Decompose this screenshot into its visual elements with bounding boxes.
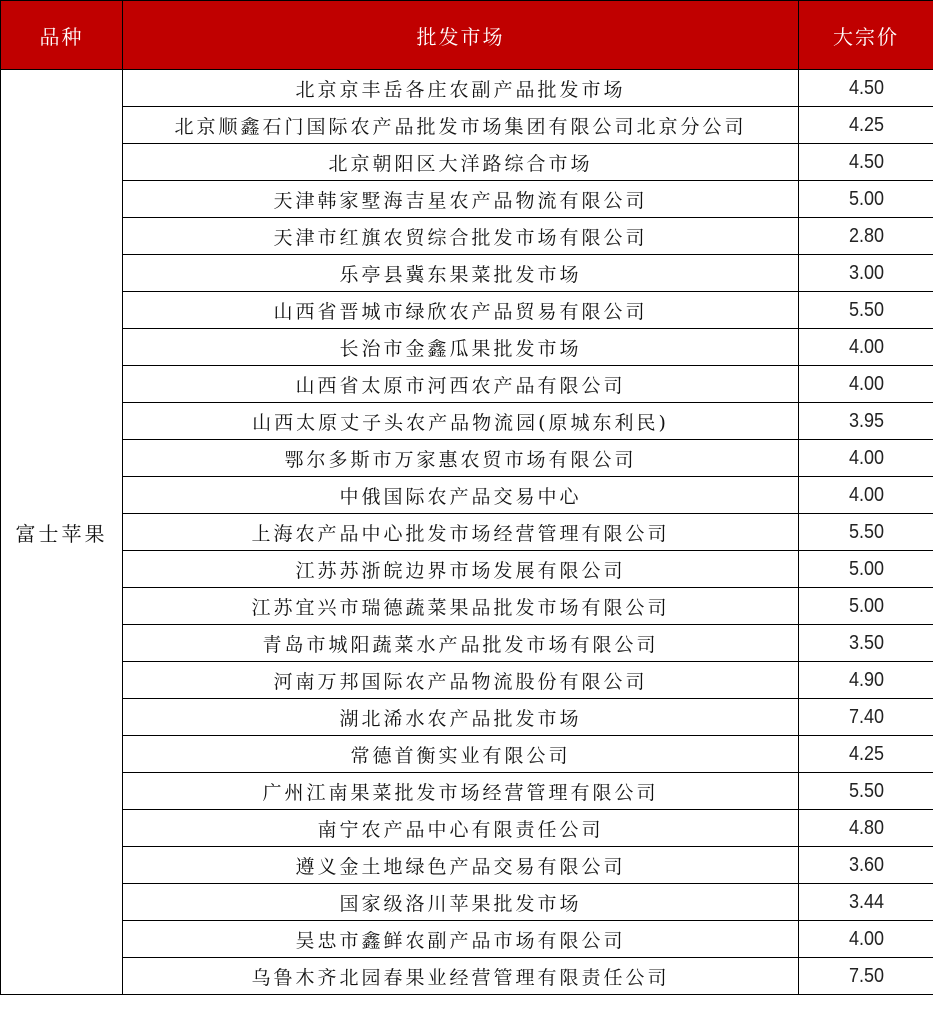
price-cell: 3.60 bbox=[805, 847, 927, 884]
header-price: 大宗价 bbox=[799, 1, 933, 70]
market-cell: 山西省太原市河西农产品有限公司 bbox=[123, 366, 799, 403]
price-cell: 3.44 bbox=[805, 884, 927, 921]
price-cell: 7.50 bbox=[805, 958, 927, 995]
table-row bbox=[1, 218, 933, 255]
market-cell: 乐亭县冀东果菜批发市场 bbox=[123, 255, 799, 292]
variety-cell: 富士苹果 bbox=[1, 70, 123, 995]
price-cell: 4.00 bbox=[805, 477, 927, 514]
market-cell: 中俄国际农产品交易中心 bbox=[123, 477, 799, 514]
price-cell: 4.00 bbox=[805, 921, 927, 958]
market-cell: 长治市金鑫瓜果批发市场 bbox=[123, 329, 799, 366]
market-cell: 广州江南果菜批发市场经营管理有限公司 bbox=[123, 773, 799, 810]
price-cell: 5.00 bbox=[805, 551, 927, 588]
price-cell: 3.95 bbox=[805, 403, 927, 440]
market-cell: 国家级洛川苹果批发市场 bbox=[123, 884, 799, 921]
table-row bbox=[1, 329, 933, 366]
header-row bbox=[1, 1, 933, 70]
table-row bbox=[1, 958, 933, 995]
price-cell: 3.50 bbox=[805, 625, 927, 662]
table-row bbox=[1, 181, 933, 218]
price-cell: 5.50 bbox=[805, 514, 927, 551]
table-row bbox=[1, 440, 933, 477]
table-row bbox=[1, 255, 933, 292]
market-cell: 鄂尔多斯市万家惠农贸市场有限公司 bbox=[123, 440, 799, 477]
price-cell: 5.00 bbox=[805, 588, 927, 625]
price-cell: 4.50 bbox=[805, 70, 927, 107]
table-body bbox=[1, 70, 933, 995]
market-cell: 天津韩家墅海吉星农产品物流有限公司 bbox=[123, 181, 799, 218]
price-cell: 5.00 bbox=[805, 181, 927, 218]
table-row bbox=[1, 588, 933, 625]
market-cell: 河南万邦国际农产品物流股份有限公司 bbox=[123, 662, 799, 699]
table-row bbox=[1, 107, 933, 144]
price-cell: 4.00 bbox=[805, 366, 927, 403]
table-row bbox=[1, 551, 933, 588]
market-cell: 北京京丰岳各庄农副产品批发市场 bbox=[123, 70, 799, 107]
price-cell: 4.00 bbox=[805, 329, 927, 366]
market-cell: 常德首衡实业有限公司 bbox=[123, 736, 799, 773]
price-cell: 4.25 bbox=[805, 107, 927, 144]
price-cell: 5.50 bbox=[805, 773, 927, 810]
market-cell: 江苏苏浙皖边界市场发展有限公司 bbox=[123, 551, 799, 588]
price-cell: 5.50 bbox=[805, 292, 927, 329]
price-cell: 4.90 bbox=[805, 662, 927, 699]
price-cell: 2.80 bbox=[805, 218, 927, 255]
market-cell: 北京顺鑫石门国际农产品批发市场集团有限公司北京分公司 bbox=[123, 107, 799, 144]
price-cell: 4.25 bbox=[805, 736, 927, 773]
price-cell: 4.00 bbox=[805, 440, 927, 477]
table-row bbox=[1, 699, 933, 736]
table-row bbox=[1, 847, 933, 884]
market-cell: 山西省晋城市绿欣农产品贸易有限公司 bbox=[123, 292, 799, 329]
table-row bbox=[1, 477, 933, 514]
market-cell: 青岛市城阳蔬菜水产品批发市场有限公司 bbox=[123, 625, 799, 662]
table-row bbox=[1, 514, 933, 551]
table-row bbox=[1, 625, 933, 662]
table-row bbox=[1, 662, 933, 699]
table-row bbox=[1, 810, 933, 847]
market-cell: 乌鲁木齐北园春果业经营管理有限责任公司 bbox=[123, 958, 799, 995]
table-row bbox=[1, 921, 933, 958]
market-cell: 山西太原丈子头农产品物流园(原城东利民) bbox=[123, 403, 799, 440]
market-cell: 北京朝阳区大洋路综合市场 bbox=[123, 144, 799, 181]
market-cell: 南宁农产品中心有限责任公司 bbox=[123, 810, 799, 847]
header-market: 批发市场 bbox=[123, 1, 799, 70]
table-row bbox=[1, 773, 933, 810]
price-cell: 4.80 bbox=[805, 810, 927, 847]
table-row bbox=[1, 292, 933, 329]
header-variety: 品种 bbox=[1, 1, 123, 70]
table-row bbox=[1, 144, 933, 181]
price-cell: 3.00 bbox=[805, 255, 927, 292]
table-row bbox=[1, 70, 933, 107]
market-cell: 天津市红旗农贸综合批发市场有限公司 bbox=[123, 218, 799, 255]
market-cell: 上海农产品中心批发市场经营管理有限公司 bbox=[123, 514, 799, 551]
table-row bbox=[1, 736, 933, 773]
market-cell: 江苏宜兴市瑞德蔬菜果品批发市场有限公司 bbox=[123, 588, 799, 625]
table-row bbox=[1, 366, 933, 403]
price-cell: 4.50 bbox=[805, 144, 927, 181]
market-cell: 吴忠市鑫鲜农副产品市场有限公司 bbox=[123, 921, 799, 958]
table-row bbox=[1, 884, 933, 921]
price-cell: 7.40 bbox=[805, 699, 927, 736]
market-cell: 湖北浠水农产品批发市场 bbox=[123, 699, 799, 736]
table-row bbox=[1, 403, 933, 440]
market-cell: 遵义金土地绿色产品交易有限公司 bbox=[123, 847, 799, 884]
